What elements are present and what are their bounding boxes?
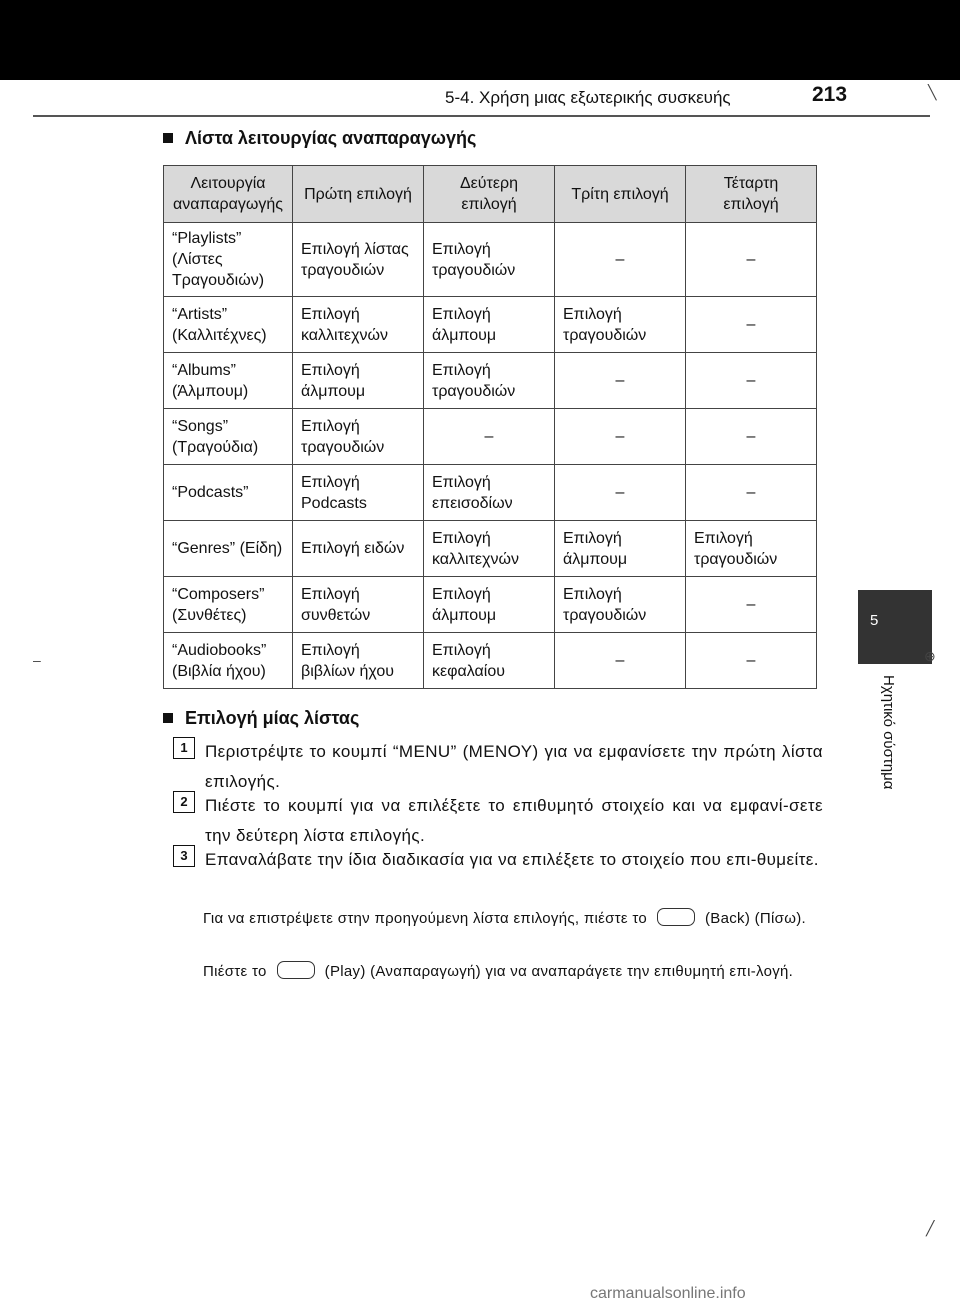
header-rule [33,115,930,117]
note-text: Πιέστε το [203,963,267,980]
play-button-icon [277,961,315,979]
table-cell: Επιλογή κεφαλαίου [424,633,555,689]
table-cell: Επιλογή τραγουδιών [424,353,555,409]
step-number-badge: 2 [173,791,195,813]
table-row [164,633,817,689]
table-cell: Επιλογή άλμπουμ [555,521,686,577]
note-text: (Back) (Πίσω). [705,910,806,927]
table-cell: – [555,409,686,465]
table-cell: Επιλογή άλμπουμ [424,297,555,353]
table-row [164,353,817,409]
note-play [203,958,815,986]
step-text: Πιέστε το κουμπί για να επιλέξετε το επιθυμητό στοιχείο και να εμφανί-σετε την δεύτερη λίστα επιλογής. [205,796,823,845]
table-cell: – [555,353,686,409]
table-cell: – [555,223,686,297]
section-title-playlist [163,128,476,149]
table-cell: “Genres” (Είδη) [164,521,293,577]
table-cell: Επιλογή συνθετών [293,577,424,633]
playback-function-table [163,165,817,689]
top-black-bar [0,0,960,80]
table-cell: Επιλογή τραγουδιών [555,577,686,633]
table-cell: Επιλογή άλμπουμ [293,353,424,409]
table-cell: – [686,353,817,409]
table-cell: Επιλογή τραγουδιών [555,297,686,353]
table-cell: Επιλογή καλλιτεχνών [293,297,424,353]
step-2 [173,791,823,851]
table-cell: “Playlists” (Λίστες Τραγουδιών) [164,223,293,297]
table-cell: Επιλογή επεισοδίων [424,465,555,521]
table-row [164,521,817,577]
table-cell: – [424,409,555,465]
table-header: Δεύτερη επιλογή [424,166,555,223]
table-cell: Επιλογή ειδών [293,521,424,577]
note-back [203,905,815,933]
table-cell: – [686,223,817,297]
table-header: Τρίτη επιλογή [555,166,686,223]
section-title-text: Λίστα λειτουργίας αναπαραγωγής [185,128,477,148]
crop-mark: ╱ [926,1220,935,1236]
table-cell: Επιλογή λίστας τραγουδιών [293,223,424,297]
square-bullet-icon [163,713,173,723]
step-text: Επαναλάβατε την ίδια διαδικασία για να επιλέξετε το στοιχείο που επι-θυμείτε. [205,850,819,869]
table-row [164,409,817,465]
table-row [164,577,817,633]
chapter-label: Ηχητικό σύστημα [880,675,897,790]
crop-mark: ⊕ [924,648,936,664]
table-row [164,465,817,521]
table-cell: “Audiobooks” (Βιβλία ήχου) [164,633,293,689]
table-header: Πρώτη επιλογή [293,166,424,223]
table-cell: – [555,465,686,521]
crop-mark: ╲ [928,84,937,100]
table-cell: Επιλογή τραγουδιών [424,223,555,297]
table-cell: – [686,297,817,353]
watermark: carmanualsonline.info [590,1285,746,1302]
note-text: (Play) (Αναπαραγωγή) για να αναπαράγετε την επιθυμητή επι-λογή. [324,963,794,980]
table-cell: – [686,633,817,689]
step-number-badge: 1 [173,737,195,759]
table-header: Λειτουργία αναπαραγωγής [164,166,293,223]
step-text: Περιστρέψτε το κουμπί “MENU” (ΜΕΝΟΥ) για να εμφανίσετε την πρώτη λίστα επιλογής. [205,742,823,791]
table-cell: Επιλογή βιβλίων ήχου [293,633,424,689]
table-cell: Επιλογή τραγουδιών [686,521,817,577]
table-cell: Επιλογή άλμπουμ [424,577,555,633]
section-title-text: Επιλογή μίας λίστας [185,708,360,728]
table-cell: – [555,633,686,689]
table-header: Τέταρτη επιλογή [686,166,817,223]
table-cell: “Podcasts” [164,465,293,521]
section-title-select-list [163,708,359,729]
table-cell: – [686,465,817,521]
page-number: 213 [812,83,848,106]
note-text: Για να επιστρέψετε στην προηγούμενη λίστα επιλογής, πιέστε το [203,910,647,927]
table-cell: – [686,409,817,465]
table-cell: “Composers” (Συνθέτες) [164,577,293,633]
step-3 [173,845,823,875]
table-cell: “Artists” (Καλλιτέχνες) [164,297,293,353]
table-cell: “Songs” (Τραγούδια) [164,409,293,465]
table-cell: Επιλογή Podcasts [293,465,424,521]
step-1 [173,737,823,797]
step-number-badge: 3 [173,845,195,867]
table-header-row [164,166,817,223]
table-cell: Επιλογή τραγουδιών [293,409,424,465]
table-row [164,297,817,353]
square-bullet-icon [163,133,173,143]
table-cell: “Albums” (Άλμπουμ) [164,353,293,409]
back-button-icon [657,908,695,926]
chapter-number: 5 [870,612,879,629]
crop-mark: – [33,652,41,668]
table-cell: Επιλογή καλλιτεχνών [424,521,555,577]
table-cell: – [686,577,817,633]
section-header: 5-4. Χρήση μιας εξωτερικής συσκευής [445,88,731,107]
table-row [164,223,817,297]
